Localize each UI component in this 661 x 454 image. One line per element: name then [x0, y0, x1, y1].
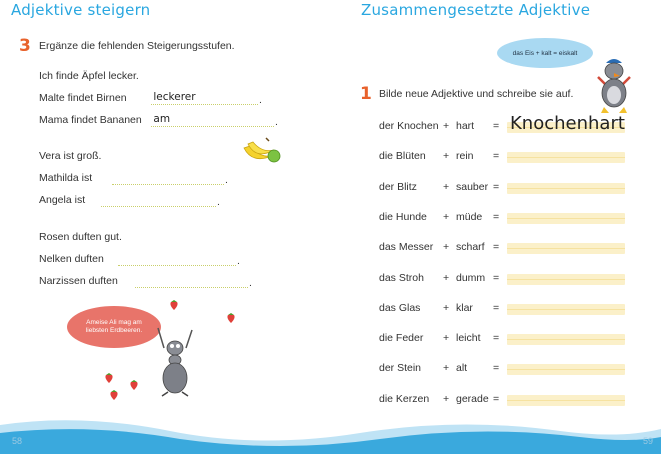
row-adjective: gerade [456, 393, 489, 405]
row-adjective: dumm [456, 272, 486, 284]
answer-line[interactable] [112, 184, 224, 185]
row-adjective: klar [456, 302, 473, 314]
eis-bubble-text: das Eis + kalt = eiskalt [512, 49, 578, 57]
equals-sign: = [493, 393, 500, 405]
plus-sign: + [443, 181, 450, 193]
answer-box[interactable] [507, 364, 625, 375]
left-sentence-text: Nelken duften [39, 253, 104, 265]
answer-box-guide [507, 218, 625, 219]
strawberry-icon [226, 312, 236, 324]
left-instruction: Ergänze die fehlenden Steigerungsstufen. [39, 40, 235, 52]
answer-box-guide [507, 157, 625, 158]
right-page-title: Zusammengesetzte Adjektive [361, 1, 591, 19]
eis-speech-bubble [497, 38, 593, 68]
right-instruction: Bilde neue Adjektive und schreibe sie auf. [379, 88, 574, 100]
right-task-number: 1 [360, 84, 372, 104]
answer-box[interactable] [507, 183, 625, 194]
strawberry-icon [129, 379, 139, 391]
row-adjective: müde [456, 211, 483, 223]
left-sentence-text: Mathilda ist [39, 172, 93, 184]
sentence-period: . [225, 174, 228, 186]
ant-illustration [150, 326, 200, 398]
left-task-number: 3 [19, 36, 31, 56]
equals-sign: = [493, 302, 500, 314]
penguin-illustration [594, 55, 634, 117]
answer-box[interactable] [507, 304, 625, 315]
row-noun: die Kerzen [379, 393, 430, 405]
row-noun: der Blitz [379, 181, 417, 193]
answer-line[interactable] [101, 206, 216, 207]
sentence-period: . [259, 94, 262, 106]
plus-sign: + [443, 150, 450, 162]
left-sentence-text: Rosen duften gut. [39, 231, 122, 243]
ant-bubble-text: Ameise Ali mag am liebsten Erdbeeren. [85, 319, 143, 334]
handwritten-answer: leckerer [153, 91, 196, 103]
fruit-illustration [238, 136, 284, 166]
equals-sign: = [493, 362, 500, 374]
row-adjective: rein [456, 150, 474, 162]
answer-box-guide [507, 309, 625, 310]
row-noun: das Messer [379, 241, 434, 253]
equals-sign: = [493, 181, 500, 193]
answer-box[interactable] [507, 243, 625, 254]
equals-sign: = [493, 150, 500, 162]
row-noun: die Blüten [379, 150, 426, 162]
left-sentence-text: Vera ist groß. [39, 150, 102, 162]
ant-speech-bubble [67, 306, 161, 348]
plus-sign: + [443, 272, 450, 284]
left-sentence-text: Angela ist [39, 194, 86, 206]
equals-sign: = [493, 120, 500, 132]
bottom-wave-decoration [0, 405, 661, 454]
row-noun: die Feder [379, 332, 424, 344]
row-noun: der Stein [379, 362, 422, 374]
plus-sign: + [443, 241, 450, 253]
left-page-number: 58 [12, 436, 23, 446]
sentence-period: . [249, 277, 252, 289]
answer-line[interactable] [151, 126, 274, 127]
answer-box-guide [507, 279, 625, 280]
answer-line[interactable] [135, 287, 248, 288]
left-sentence-text: Malte findet Birnen [39, 92, 127, 104]
equals-sign: = [493, 241, 500, 253]
answer-box-guide [507, 248, 625, 249]
row-adjective: scharf [456, 241, 485, 253]
strawberry-icon [104, 372, 114, 384]
row-adjective: alt [456, 362, 468, 374]
row-adjective: sauber [456, 181, 489, 193]
answer-line[interactable] [151, 104, 258, 105]
answer-box-guide [507, 369, 625, 370]
sentence-period: . [237, 255, 240, 267]
equals-sign: = [493, 332, 500, 344]
strawberry-icon [169, 299, 179, 311]
answer-box-guide [507, 188, 625, 189]
answer-box[interactable] [507, 213, 625, 224]
strawberry-icon [109, 389, 119, 401]
answer-box[interactable] [507, 334, 625, 345]
handwritten-answer: am [153, 113, 171, 125]
plus-sign: + [443, 302, 450, 314]
answer-box-guide [507, 339, 625, 340]
left-page-title: Adjektive steigern [11, 1, 151, 19]
sentence-period: . [217, 196, 220, 208]
handwritten-answer: Knochenhart [510, 113, 625, 134]
answer-line[interactable] [118, 265, 236, 266]
row-adjective: leicht [456, 332, 481, 344]
plus-sign: + [443, 332, 450, 344]
answer-box-guide [507, 400, 625, 401]
answer-box[interactable] [507, 274, 625, 285]
row-noun: das Glas [379, 302, 421, 314]
row-adjective: hart [456, 120, 475, 132]
sentence-period: . [275, 116, 278, 128]
answer-box[interactable] [507, 152, 625, 163]
equals-sign: = [493, 211, 500, 223]
equals-sign: = [493, 272, 500, 284]
plus-sign: + [443, 393, 450, 405]
plus-sign: + [443, 211, 450, 223]
left-sentence-text: Mama findet Bananen [39, 114, 142, 126]
plus-sign: + [443, 120, 450, 132]
row-noun: das Stroh [379, 272, 424, 284]
row-noun: die Hunde [379, 211, 427, 223]
left-sentence-text: Narzissen duften [39, 275, 118, 287]
left-sentence-text: Ich finde Äpfel lecker. [39, 70, 139, 82]
row-noun: der Knochen [379, 120, 439, 132]
plus-sign: + [443, 362, 450, 374]
right-page-number: 59 [643, 436, 654, 446]
